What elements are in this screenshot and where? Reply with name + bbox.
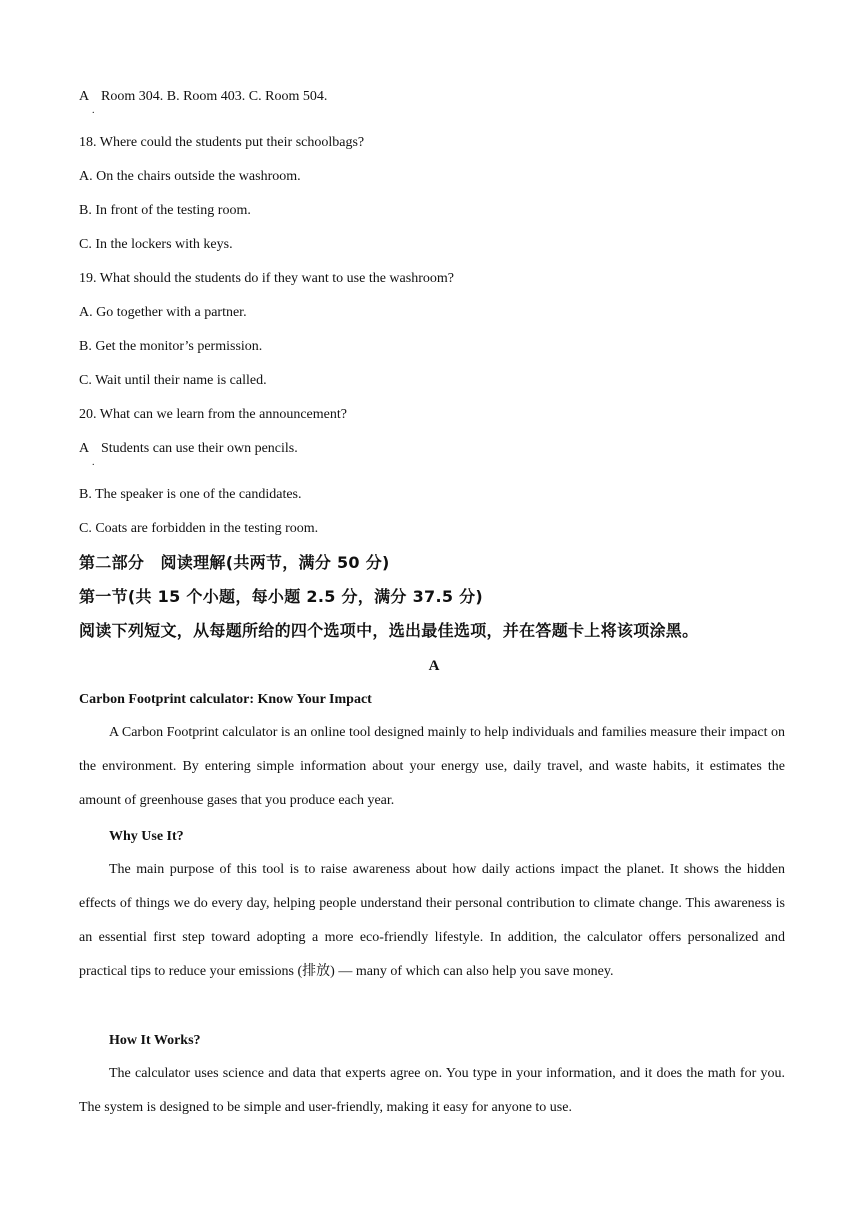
q20-option-a-letter: A (79, 441, 90, 456)
q20-question: 20. What can we learn from the announcement? (79, 407, 347, 422)
instruction-text: 阅读下列短文，从每题所给的四个选项中，选出最佳选项，并在答题卡上将该项涂黑。 (79, 621, 699, 640)
q19-question: 19. What should the students do if they want to use the washroom? (79, 271, 454, 286)
q18-option-a: A. On the chairs outside the washroom. (79, 169, 301, 184)
q18-option-c: C. In the lockers with keys. (79, 237, 233, 252)
part2-heading: 第二部分 阅读理解(共两节，满分 50 分) (79, 553, 390, 572)
subheading-why-use-it: Why Use It? (109, 829, 184, 844)
subheading-how-it-works: How It Works? (109, 1033, 201, 1048)
section1-heading: 第一节(共 15 个小题，每小题 2.5 分，满分 37.5 分) (79, 587, 484, 606)
q19-option-c: C. Wait until their name is called. (79, 373, 267, 388)
q17-options (79, 88, 327, 106)
q18-question: 18. Where could the students put their schoolbags? (79, 135, 365, 150)
q17-options-text: Room 304. B. Room 403. C. Room 504. (101, 89, 328, 104)
passage-paragraph-2: The main purpose of this tool is to raise awareness about how daily actions impact the planet. It shows the hidden effects of things we do every day, helping people understand their personal contribution to climate change. This awareness is an essential first step toward adopting a more eco-friendly lifestyle. In addition, the calculator offers personalized and practical tips to reduce your emissions (排放) — many of which can also help you save money. (79, 862, 785, 979)
q20-option-a-text: Students can use their own pencils. (101, 441, 298, 456)
q17-dot: . (92, 105, 95, 116)
q20-dot: . (92, 457, 95, 468)
q20-option-b: B. The speaker is one of the candidates. (79, 487, 302, 502)
passage-title: Carbon Footprint calculator: Know Your Impact (79, 692, 372, 707)
passage-paragraph-3: The calculator uses science and data that experts agree on. You type in your information, and it does the math for you. The system is designed to be simple and user-friendly, making it easy for anyone to use. (79, 1066, 785, 1115)
q20-option-a (79, 440, 298, 458)
q20-option-c: C. Coats are forbidden in the testing room. (79, 521, 319, 536)
q17-option-a-letter: A (79, 89, 90, 104)
q19-option-b: B. Get the monitor’s permission. (79, 339, 263, 354)
q18-option-b: B. In front of the testing room. (79, 203, 251, 218)
passage-label: A (428, 658, 440, 674)
passage-paragraph-1: A Carbon Footprint calculator is an online tool designed mainly to help individuals and families measure their impact on the environment. By entering simple information about your energy use, daily travel, and waste habits, it estimates the amount of greenhouse gases that you produce each year. (79, 725, 785, 808)
q19-option-a: A. Go together with a partner. (79, 305, 247, 320)
